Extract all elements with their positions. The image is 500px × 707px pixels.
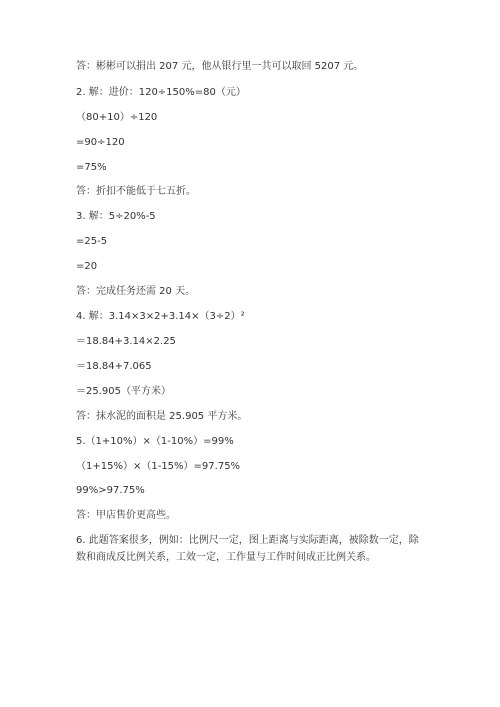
problem-3-answer: 答：完成任务还需 20 天。 [76, 286, 196, 297]
problem-6-paragraph: 6. 此题答案很多，例如：比例尺一定，图上距离与实际距离，被除数一定，除数和商成反比例关系，工效一定，工作量与工作时间成正比例关系。 [76, 535, 419, 563]
problem-4-step-2: ＝18.84+7.065 [76, 361, 152, 372]
problem-2-step-2: =90÷120 [76, 137, 125, 148]
problem-5-heading: 5.（1+10%）×（1-10%）=99% [76, 436, 234, 447]
problem-4-step-3: ＝25.905（平方米） [76, 386, 171, 397]
answer-line-1: 答：彬彬可以捐出 207 元，他从银行里一共可以取回 5207 元。 [76, 61, 364, 72]
problem-2-answer: 答：折扣不能低于七五折。 [76, 186, 196, 197]
problem-2-heading: 2. 解：进价：120÷150%=80（元） [76, 87, 246, 98]
problem-5-answer: 答：甲店售价更高些。 [76, 510, 176, 521]
problem-3-heading: 3. 解：5÷20%-5 [76, 211, 156, 222]
problem-3-step-2: =20 [76, 261, 98, 272]
problem-4-step-1: ＝18.84+3.14×2.25 [76, 336, 176, 347]
problem-3-step-1: =25-5 [76, 236, 108, 247]
problem-4-heading: 4. 解：3.14×3×2+3.14×（3÷2）² [76, 311, 245, 322]
problem-4-answer: 答：抹水泥的面积是 25.905 平方米。 [76, 411, 248, 422]
problem-2-step-3: =75% [76, 162, 107, 173]
problem-2-step-1: （80+10）÷120 [76, 112, 158, 123]
problem-5-step-1: （1+15%）×（1-15%）=97.75% [76, 461, 241, 472]
problem-5-step-2: 99%>97.75% [76, 485, 145, 496]
